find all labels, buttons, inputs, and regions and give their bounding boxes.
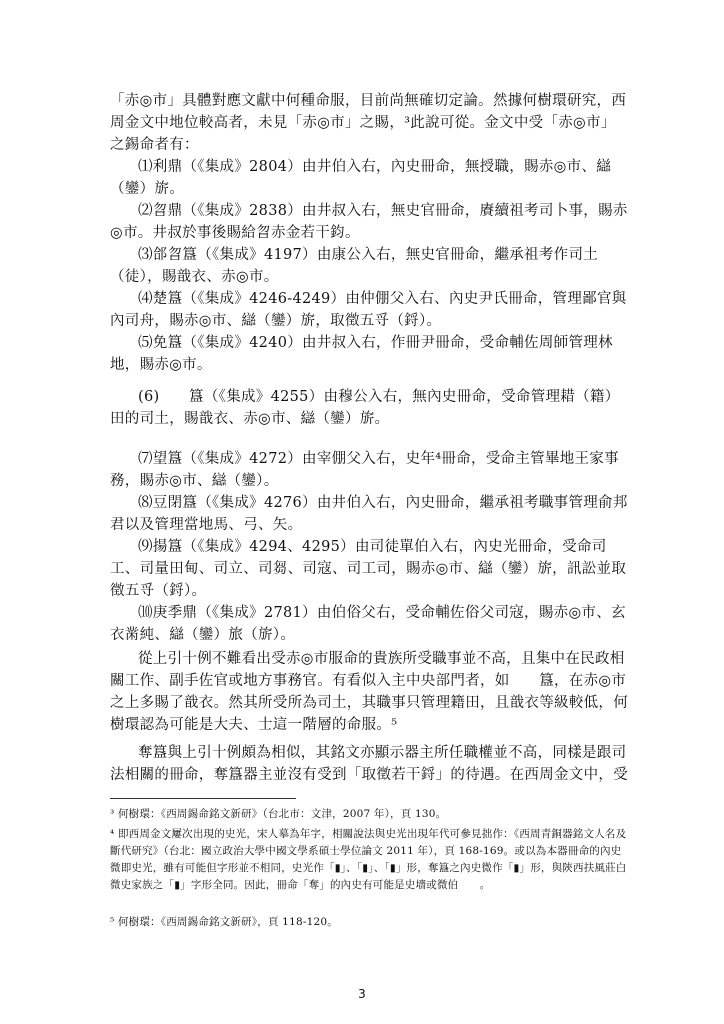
paragraph-analysis: 從上引十例不難看出受赤◎市服命的貴族所受職事並不高，且集中在民政相關工作、副手佐官或地方事務官。有看似入主中央部門者，如 簋，在赤◎市之上多賜了戠衣。然其所受所為司土，其職事只管理籍田，且戠衣等級較低，何樹環認為可能是大夫、士這一階層的命服。⁵ (110, 651, 628, 733)
footnote-3: ³ 何樹環：《西周錫命銘文新研》（台北市：文津，2007 年），頁 130。 (110, 808, 447, 820)
footnote-5: ⁵ 何樹環：《西周錫命銘文新研》，頁 118-120。 (110, 916, 338, 928)
footnote-divider (110, 798, 296, 799)
paragraph-item-6: (6) 簋（《集成》4255）由穆公入右，無內史冊命，受命管理耤（籍）田的司土，賜戠衣、赤◎市、䜌（鑾）旂。 (110, 389, 620, 427)
paragraph-item-8: ⑻豆閉簋（《集成》4276）由井伯入右，內史冊命，繼承祖考職事管理俞邦君以及管理當地馬、弓、矢。 (110, 495, 628, 533)
paragraph-item-5: ⑸免簋（《集成》4240）由井叔入右，作冊尹冊命，受命輔佐周師管理林地，賜赤◎市。 (110, 335, 613, 373)
paragraph-conclusion: 奪簋與上引十例頗為相似，其銘文亦顯示器主所任職權並不高，同樣是跟司法相關的冊命，奪簋器主並沒有受到「取徵若干鋝」的待遇。在西周金文中，受 (110, 745, 628, 783)
paragraph-intro: 「赤◎市」具體對應文獻中何種命服，目前尚無確切定論。然據何樹環研究，西周金文中地位較高者，未見「赤◎市」之賜，³此說可從。金文中受「赤◎市」之錫命者有： (110, 93, 627, 153)
page-number: 3 (358, 987, 366, 1001)
paragraph-item-10: ⑽庚季鼎（《集成》2781）由伯俗父右，受命輔佐俗父司寇，賜赤◎市、玄衣黹純、䜌（鑾）旅（旂）。 (110, 605, 626, 643)
paragraph-item-3: ⑶郃曶簋（《集成》4197）由康公入右，無史官冊命，繼承祖考作司土（徒），賜戠衣、赤◎市。 (110, 247, 599, 285)
paragraph-item-2: ⑵曶鼎（《集成》2838）由井叔入右，無史官冊命，賡續祖考司卜事，賜赤◎市。井叔於事後賜給曶赤金若干鈞。 (110, 203, 628, 241)
paragraph-item-9: ⑼揚簋（《集成》4294、4295）由司徒單伯入右，內史光冊命，受命司工、司量田甸、司立、司芻、司寇、司工司，賜赤◎市、䜌（鑾）旂，訊訟並取徵五寽（鋝）。 (110, 539, 627, 599)
paragraph-item-7: ⑺望簋（《集成》4272）由宰倗父入右，史年⁴冊命，受命主管畢地王家事務，賜赤◎市、䜌（鑾）。 (110, 451, 619, 489)
paragraph-item-4: ⑷楚簋（《集成》4246-4249）由仲倗父入右、內史尹氏冊命，管理鄙官與內司舟，賜赤◎市、䜌（鑾）旂，取徵五寽（鋝）。 (110, 291, 627, 329)
footnote-4: ⁴ 即西周金文屢次出現的史光，宋人摹為年字，相關說法與史光出現年代可參見拙作：《西周青銅器銘文人名及斷代研究》（台北：國立政治大學中國文學系碩士學位論文 2011 年），頁 168-169。或以為本器冊命的內史微即史光，雖有可能但字形並不相同，史光作「▮」、「▮」、「▮」形，奪簋之內史微作「▮」形，與陝西扶風莊白微史家族之「▮」字形全同。因此，冊命「奪」的內史有可能是史墻或微伯 。 (110, 828, 627, 891)
paragraph-item-1: ⑴利鼎（《集成》2804）由井伯入右，內史冊命，無授職，賜赤◎市、䜌（鑾）旂。 (110, 159, 612, 197)
